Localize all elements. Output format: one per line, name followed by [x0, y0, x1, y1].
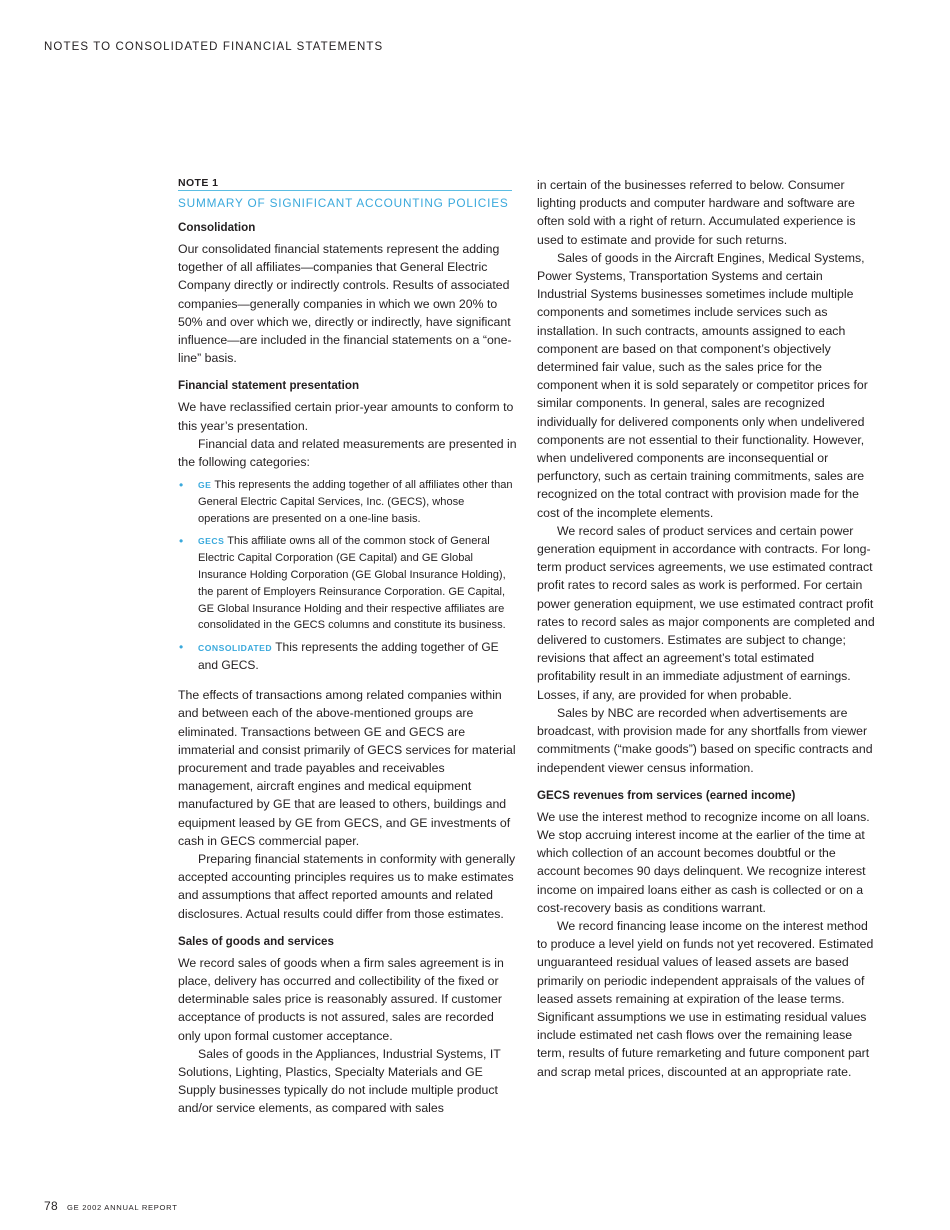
consolidation-heading: Consolidation	[178, 221, 256, 234]
gecs-revenues-paragraph-2: We record financing lease income on the interest method to produce a level yield on funds not yet recovered. Estimated unguaranteed residual values of leased assets are based primarily on periodic independent appraisals of the values of leased assets remaining at expiration of the lease terms. Significant assumptions we use in estimating residual values include estimated net cash flows over the remaining lease term, results of future remarketing and future component part and scrap metal prices, discounted at an appropriate rate.	[537, 918, 874, 1079]
category-tag: CONSOLIDATED	[198, 643, 273, 654]
sales-paragraph-2: Sales of goods in the Appliances, Industrial Systems, IT Solutions, Lighting, Plastics, Specialty Materials and GE Supply businesses typically do not include multiple product and/or service elements, as compared with sales	[178, 1046, 501, 1116]
page-footer	[44, 1199, 178, 1213]
category-text: This represents the adding together of all affiliates other than General Electric Capital Services, Inc. (GECS), whose operations are presented on a one-line basis.	[198, 479, 513, 526]
page-number: 78	[44, 1199, 58, 1213]
running-head: NOTES TO CONSOLIDATED FINANCIAL STATEMENTS	[44, 41, 384, 53]
presentation-heading: Financial statement presentation	[178, 379, 360, 393]
note-divider	[178, 190, 512, 191]
category-list	[178, 477, 518, 675]
category-tag: GE	[198, 480, 212, 491]
report-name: GE 2002 ANNUAL REPORT	[67, 1203, 178, 1212]
category-text: This represents the adding together of GE and GECS.	[198, 640, 499, 673]
category-tag: GECS	[198, 535, 225, 546]
presentation-paragraph-2: Financial data and related measurements are presented in the following categories:	[178, 436, 517, 470]
sales-paragraph-5: Sales by NBC are recorded when advertisements are broadcast, with provision made for any shortfalls from viewer commitments (“make goods”) based on specific contracts and independent viewer census information.	[537, 705, 873, 775]
gecs-revenues-paragraph-1: We use the interest method to recognize income on all loans. We stop accruing interest income at the earlier of the time at which collection of an account becomes doubtful or the account becomes 90 days delinquent. We recognize interest income on impaired loans either as cash is collected or on a cost-recovery basis as conditions warrant.	[537, 809, 870, 915]
list-item	[178, 533, 518, 634]
presentation-paragraph-1: We have reclassified certain prior-year amounts to conform to this year’s presentation.	[178, 400, 514, 433]
sales-paragraph-1: We record sales of goods when a firm sales agreement is in place, delivery has occurred and collectibility of the fixed or determinable sales price is reasonably assured. If customer acceptance of products is not assured, sales are recorded only upon formal customer acceptance.	[178, 955, 504, 1043]
presentation-paragraph-3: The effects of transactions among related companies within and between each of the above-mentioned groups are eliminated. Transactions between GE and GECS are immaterial and consist primarily of GECS services for material procurement and trade payables and receivables management, aircraft engines and medical equipment manufactured by GE that are leased to others, buildings and equipment leased by GE from GECS, and GE investments of cash in GECS commercial paper.	[178, 688, 516, 848]
note-title: SUMMARY OF SIGNIFICANT ACCOUNTING POLICIES	[178, 196, 509, 210]
left-column	[178, 176, 518, 1118]
category-text: This affiliate owns all of the common stock of General Electric Capital Corporation (GE Capital) and GE Global Insurance Holding Corporation (GE Global Insurance Holding), the parent of Employers Reinsurance Corporation. GE Capital, GE Global Insurance Holding and their respective affiliates are consolidated in the GECS columns and constitute its business.	[198, 534, 506, 632]
presentation-paragraph-4: Preparing financial statements in conformity with generally accepted accounting principles requires us to make estimates and assumptions that affect reported amounts and related disclosures. Actual results could differ from those estimates.	[178, 852, 516, 921]
note-label: NOTE 1	[178, 177, 219, 189]
bullet-icon: •	[179, 478, 184, 493]
list-item	[178, 639, 518, 675]
bullet-icon: •	[179, 640, 184, 655]
sales-paragraph-3: Sales of goods in the Aircraft Engines, Medical Systems, Power Systems, Transportation Systems and certain Industrial Systems businesses sometimes include multiple components and sometimes include services such as installation. In such contracts, amounts assigned to each component are based on that component’s objectively determined fair value, such as the sales price for the component when it is sold separately or competitor prices for similar components. In general, sales are recognized individually for delivered components only when undelivered components are not essential to their functionality. However, when undelivered components are inconsequential or perfunctory, such as certain training commitments, sales are recognized on the total contract with provision made for the cost of the incomplete elements.	[537, 250, 868, 520]
gecs-revenues-heading: GECS revenues from services (earned income)	[537, 788, 796, 802]
bullet-icon: •	[179, 533, 184, 548]
sales-paragraph-2-continued: in certain of the businesses referred to below. Consumer lighting products and computer hardware and software are often sold with a right of return. Accumulated experience is used to estimate and provide for such returns.	[537, 178, 856, 247]
sales-heading: Sales of goods and services	[178, 934, 334, 948]
right-column	[537, 176, 875, 1081]
list-item	[178, 477, 518, 528]
sales-paragraph-4: We record sales of product services and certain power generation equipment in accordance with contracts. For long-term product services agreements, we use estimated contract profit rates to record sales as work is performed. For certain power generation equipment, we use estimated contract profit rates to record sales as major components are completed and delivered to customers. Estimates are subject to change; revisions that affect an agreement’s total estimated profitability result in an immediate adjustment of earnings. Losses, if any, are provided for when probable.	[537, 523, 875, 702]
consolidation-paragraph: Our consolidated financial statements represent the adding together of all affiliates—companies that General Electric Company directly or indirectly controls. Results of associated companies—generally companies in which we own 20% to 50% and over which we, directly or indirectly, have significant influence—are included in the financial statements on a “one-line” basis.	[178, 242, 512, 366]
